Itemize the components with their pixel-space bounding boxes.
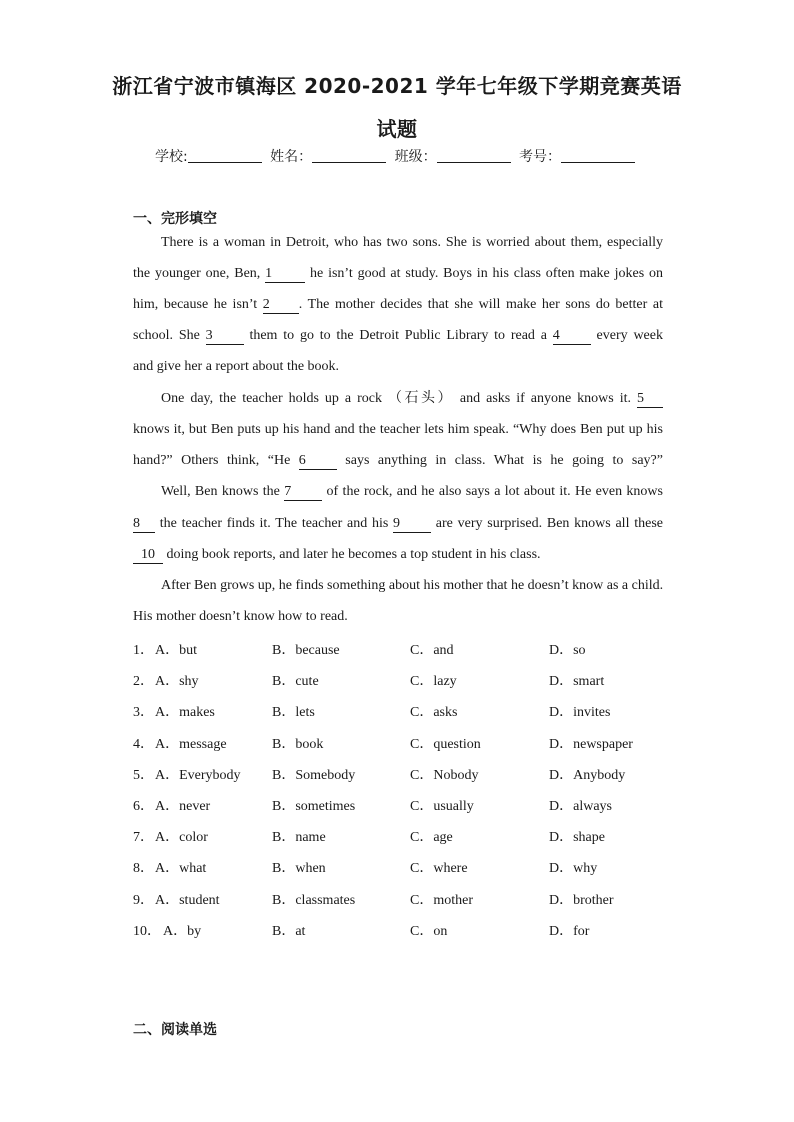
question-row [133, 920, 663, 940]
passage-text: the younger one, Ben, [133, 266, 266, 281]
option-d[interactable]: D．always [549, 799, 612, 814]
school-field[interactable] [188, 148, 262, 163]
passage-text: he isn’t good at study. Boys in his class often make jokes on [305, 266, 664, 281]
passage-line [161, 233, 663, 253]
option-b[interactable]: B．classmates [272, 892, 356, 908]
option-d[interactable]: D．why [549, 861, 598, 877]
passage-text: are very surprised. Ben knows all these [431, 516, 663, 531]
passage-line [161, 576, 663, 596]
passage-line [133, 607, 663, 627]
section-heading-cloze: 一、完形填空 [133, 211, 217, 227]
option-a[interactable]: A．by [163, 923, 202, 939]
question-number: 2． [133, 674, 154, 690]
passage-line [133, 420, 663, 440]
page-title-continued: 试题 [376, 117, 418, 141]
question-row [133, 826, 663, 846]
exam-number-label: 考号： [519, 149, 562, 165]
name-field[interactable] [312, 148, 386, 163]
option-c[interactable]: C．mother [410, 892, 473, 908]
passage-text: His mother doesn’t know how to read. [133, 609, 348, 624]
question-row [133, 670, 663, 690]
passage-line [133, 357, 663, 377]
option-a[interactable]: A．what [155, 861, 207, 877]
passage-text: Well, Ben knows the [161, 484, 285, 499]
passage-line [133, 326, 663, 346]
blank-3[interactable]: 3 [206, 328, 244, 345]
passage-line [133, 264, 663, 284]
option-d[interactable]: D．invites [549, 705, 611, 721]
option-b[interactable]: B．when [272, 861, 326, 877]
passage-text: him, because he isn’t [133, 297, 263, 312]
page-title: 浙江省宁波市镇海区 2020-2021 学年七年级下学期竞赛英语 [112, 74, 682, 98]
passage-text: them to go to the Detroit Public Library to read a [243, 328, 553, 343]
blank-5[interactable]: 5 [637, 391, 663, 408]
question-number: 8． [133, 861, 154, 877]
blank-10[interactable]: 10 [133, 547, 163, 564]
exam-number-field[interactable] [561, 148, 635, 163]
option-c[interactable]: C．where [410, 861, 468, 877]
class-field[interactable] [437, 148, 511, 163]
passage-line [161, 389, 663, 409]
question-row [133, 889, 663, 909]
section-heading-reading: 二、阅读单选 [133, 1022, 217, 1038]
question-row [133, 764, 663, 784]
blank-6[interactable]: 6 [299, 453, 337, 470]
option-d[interactable]: D．Anybody [549, 767, 626, 783]
name-label: 姓名： [270, 149, 313, 165]
blank-1[interactable]: 1 [265, 266, 305, 283]
blank-2[interactable]: 2 [263, 297, 299, 314]
passage-text: the teacher finds it. The teacher and his [155, 516, 394, 531]
question-number: 4． [133, 736, 154, 752]
passage-text: doing book reports, and later he becomes a top student in his class. [163, 547, 541, 562]
question-number: 10． [133, 923, 161, 939]
option-a[interactable]: A．Everybody [155, 767, 241, 783]
option-a[interactable]: A．message [155, 736, 227, 752]
passage-text: of the rock, and he also says a lot about it. He even knows [322, 484, 663, 499]
passage-line [133, 514, 663, 534]
option-c[interactable]: C．age [410, 830, 453, 846]
option-b[interactable]: B．book [272, 736, 324, 752]
option-b[interactable]: B．at [272, 923, 306, 939]
passage-line [133, 451, 663, 471]
question-row [133, 639, 663, 659]
passage-text: One day, the teacher holds up a rock （石头） and asks if anyone knows it. [161, 391, 637, 406]
question-number: 9． [133, 892, 154, 908]
option-b[interactable]: B．cute [272, 674, 319, 690]
passage-line [133, 545, 663, 565]
option-a[interactable]: A．color [155, 830, 208, 846]
passage-text: and give her a report about the book. [133, 359, 340, 374]
passage-text: says anything in class. What is he going to say?” [336, 453, 663, 468]
passage-text: There is a woman in Detroit, who has two sons. She is worried about them, especially [161, 235, 663, 250]
option-b[interactable]: B．sometimes [272, 799, 356, 814]
passage-text: . The mother decides that she will make her sons do better at [298, 297, 663, 312]
option-d[interactable]: D．shape [549, 830, 605, 846]
option-b[interactable]: B．Somebody [272, 767, 356, 783]
option-a[interactable]: A．shy [155, 674, 199, 690]
option-c[interactable]: C．usually [410, 799, 474, 814]
option-c[interactable]: C．on [410, 923, 448, 939]
option-b[interactable]: B．lets [272, 705, 315, 721]
option-c[interactable]: C．lazy [410, 674, 457, 690]
passage-text: every week [590, 328, 663, 343]
option-d[interactable]: D．so [549, 643, 586, 658]
student-info-row [0, 146, 794, 166]
option-a[interactable]: A．but [155, 643, 197, 658]
passage-text: school. She [133, 328, 206, 343]
option-c[interactable]: C．Nobody [410, 767, 479, 783]
passage-line [161, 482, 663, 502]
option-c[interactable]: C．asks [410, 705, 458, 721]
blank-8[interactable]: 8 [133, 516, 155, 533]
question-number: 6． [133, 799, 154, 814]
question-row [133, 701, 663, 721]
question-number: 7． [133, 830, 154, 846]
option-d[interactable]: D．smart [549, 674, 605, 690]
class-label: 班级： [394, 149, 437, 165]
question-row [133, 733, 663, 753]
question-number: 3． [133, 705, 154, 721]
option-d[interactable]: D．for [549, 923, 590, 939]
blank-9[interactable]: 9 [393, 516, 431, 533]
passage-text: hand?” Others think, “He [133, 453, 299, 468]
passage-text: After Ben grows up, he finds something about his mother that he doesn’t know as a child. [161, 578, 664, 593]
question-number: 5． [133, 767, 154, 783]
option-a[interactable]: A．makes [155, 705, 215, 721]
blank-4[interactable]: 4 [553, 328, 591, 345]
school-label: 学校: [154, 149, 188, 165]
question-number: 1． [133, 643, 154, 658]
passage-line [133, 295, 663, 315]
option-a[interactable]: A．student [155, 892, 220, 908]
option-d[interactable]: D．newspaper [549, 736, 633, 752]
option-c[interactable]: C．and [410, 643, 454, 658]
blank-7[interactable]: 7 [284, 484, 322, 501]
option-c[interactable]: C．question [410, 736, 481, 752]
question-row [133, 857, 663, 877]
option-d[interactable]: D．brother [549, 892, 614, 908]
option-b[interactable]: B．because [272, 643, 340, 658]
passage-text: knows it, but Ben puts up his hand and the teacher lets him speak. “Why does Ben put up his [133, 422, 663, 437]
option-b[interactable]: B．name [272, 830, 326, 846]
option-a[interactable]: A．never [155, 799, 211, 814]
question-row [133, 795, 663, 815]
